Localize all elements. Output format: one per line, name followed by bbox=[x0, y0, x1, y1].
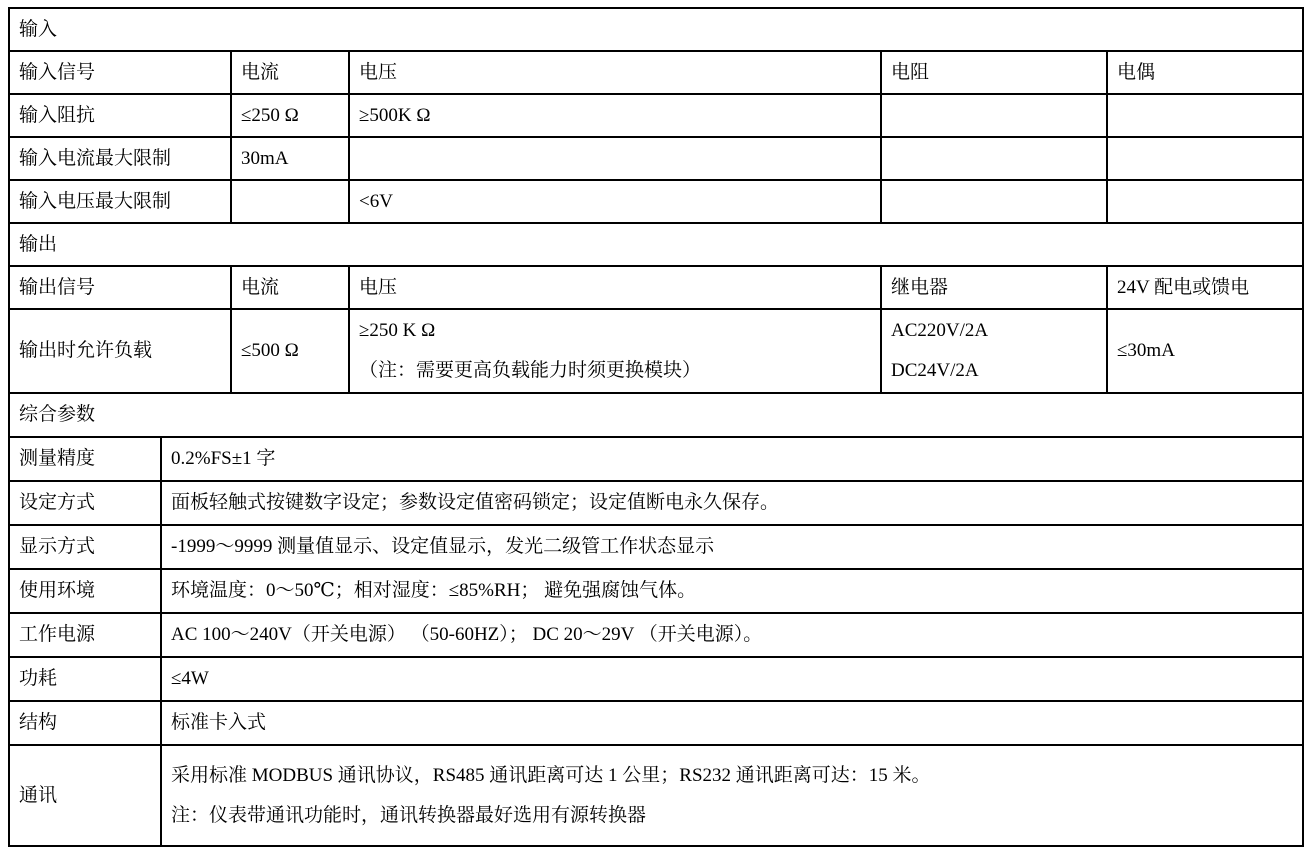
input-max-current-voltage bbox=[349, 137, 881, 180]
input-max-voltage-resistance bbox=[881, 180, 1107, 223]
communication-line1: 采用标准 MODBUS 通讯协议，RS485 通讯距离可达 1 公里；RS232 通讯距离可达：15 米。 bbox=[171, 764, 931, 786]
input-section-title: 输入 bbox=[9, 8, 1303, 51]
row-environment bbox=[9, 569, 1303, 613]
output-signal-row bbox=[9, 266, 1303, 309]
row-communication bbox=[9, 745, 1303, 846]
output-load-voltage-line1: ≥250 K Ω bbox=[359, 320, 436, 341]
output-load-relay-line1: AC220V/2A bbox=[891, 320, 989, 341]
input-max-voltage-current bbox=[231, 180, 349, 223]
environment-value: 环境温度：0～50℃；相对湿度：≤85%RH； 避免强腐蚀气体。 bbox=[161, 569, 1303, 613]
input-impedance-current: ≤250 Ω bbox=[231, 94, 349, 137]
communication-line2: 注：仪表带通讯功能时，通讯转换器最好选用有源转换器 bbox=[171, 804, 647, 826]
input-signal-resistance: 电阻 bbox=[881, 51, 1107, 94]
power-consumption-value: ≤4W bbox=[161, 657, 1303, 701]
display-mode-value: -1999～9999 测量值显示、设定值显示，发光二级管工作状态显示 bbox=[161, 525, 1303, 569]
output-load-relay-line2: DC24V/2A bbox=[891, 360, 979, 381]
environment-label: 使用环境 bbox=[9, 569, 161, 613]
spec-sheet bbox=[8, 7, 1302, 847]
accuracy-label: 测量精度 bbox=[9, 437, 161, 481]
input-max-current-value: 30mA bbox=[231, 137, 349, 180]
input-output-table bbox=[8, 7, 1304, 394]
output-signal-voltage: 电压 bbox=[349, 266, 881, 309]
output-load-voltage bbox=[349, 309, 881, 393]
row-setting-mode bbox=[9, 481, 1303, 525]
output-section-row bbox=[9, 223, 1303, 266]
general-section-title: 综合参数 bbox=[9, 393, 1303, 437]
input-max-current-row bbox=[9, 137, 1303, 180]
input-signal-thermocouple: 电偶 bbox=[1107, 51, 1303, 94]
output-load-relay bbox=[881, 309, 1107, 393]
input-section-row bbox=[9, 8, 1303, 51]
input-max-current-label: 输入电流最大限制 bbox=[9, 137, 231, 180]
structure-value: 标准卡入式 bbox=[161, 701, 1303, 745]
general-section-row bbox=[9, 393, 1303, 437]
output-signal-feed: 24V 配电或馈电 bbox=[1107, 266, 1303, 309]
input-max-voltage-row bbox=[9, 180, 1303, 223]
row-structure bbox=[9, 701, 1303, 745]
setting-mode-value: 面板轻触式按键数字设定；参数设定值密码锁定；设定值断电永久保存。 bbox=[161, 481, 1303, 525]
output-load-current: ≤500 Ω bbox=[231, 309, 349, 393]
row-accuracy bbox=[9, 437, 1303, 481]
input-impedance-thermocouple bbox=[1107, 94, 1303, 137]
display-mode-label: 显示方式 bbox=[9, 525, 161, 569]
input-max-voltage-thermocouple bbox=[1107, 180, 1303, 223]
power-consumption-label: 功耗 bbox=[9, 657, 161, 701]
row-display-mode bbox=[9, 525, 1303, 569]
output-signal-label: 输出信号 bbox=[9, 266, 231, 309]
power-supply-value: AC 100～240V（开关电源） （50-60HZ）； DC 20～29V （开关电源）。 bbox=[161, 613, 1303, 657]
power-supply-label: 工作电源 bbox=[9, 613, 161, 657]
output-load-feed: ≤30mA bbox=[1107, 309, 1303, 393]
row-power-consumption bbox=[9, 657, 1303, 701]
input-impedance-voltage: ≥500K Ω bbox=[349, 94, 881, 137]
input-signal-voltage: 电压 bbox=[349, 51, 881, 94]
accuracy-value: 0.2%FS±1 字 bbox=[161, 437, 1303, 481]
row-power-supply bbox=[9, 613, 1303, 657]
output-load-voltage-line2: （注：需要更高负载能力时须更换模块） bbox=[359, 360, 702, 381]
setting-mode-label: 设定方式 bbox=[9, 481, 161, 525]
structure-label: 结构 bbox=[9, 701, 161, 745]
communication-label: 通讯 bbox=[9, 745, 161, 846]
input-max-voltage-label: 输入电压最大限制 bbox=[9, 180, 231, 223]
input-signal-current: 电流 bbox=[231, 51, 349, 94]
communication-value bbox=[161, 745, 1303, 846]
input-max-voltage-value: <6V bbox=[349, 180, 881, 223]
input-max-current-thermocouple bbox=[1107, 137, 1303, 180]
general-table bbox=[8, 392, 1304, 847]
output-load-row bbox=[9, 309, 1303, 393]
output-section-title: 输出 bbox=[9, 223, 1303, 266]
output-signal-current: 电流 bbox=[231, 266, 349, 309]
input-impedance-row bbox=[9, 94, 1303, 137]
input-signal-row bbox=[9, 51, 1303, 94]
input-impedance-label: 输入阻抗 bbox=[9, 94, 231, 137]
output-signal-relay: 继电器 bbox=[881, 266, 1107, 309]
input-impedance-resistance bbox=[881, 94, 1107, 137]
output-load-label: 输出时允许负载 bbox=[9, 309, 231, 393]
input-signal-label: 输入信号 bbox=[9, 51, 231, 94]
input-max-current-resistance bbox=[881, 137, 1107, 180]
